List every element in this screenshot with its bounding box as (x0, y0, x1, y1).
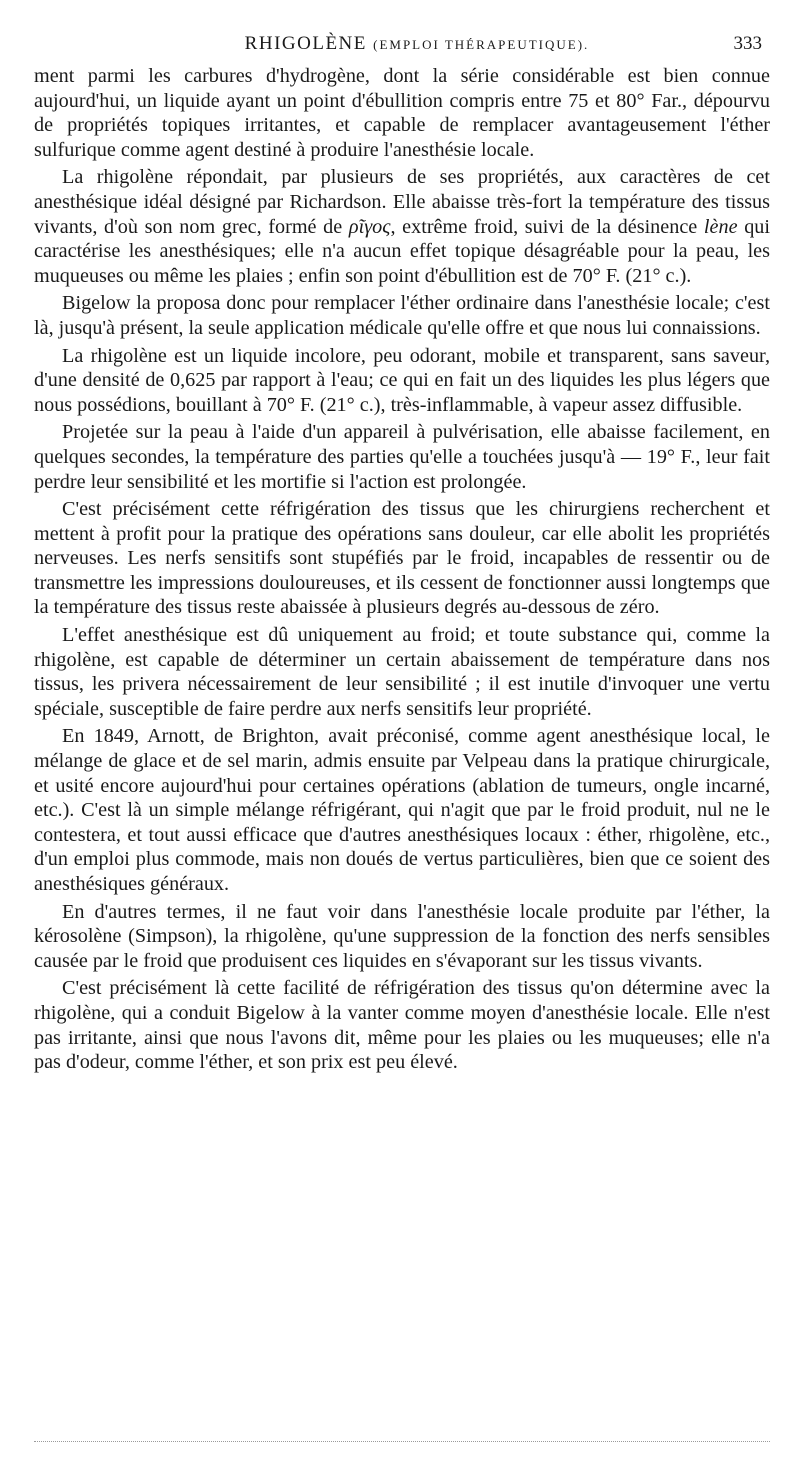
paragraph (34, 64, 770, 162)
paragraph (34, 497, 770, 620)
paragraph-text: qui caractérise les anesthésiques; elle n'a aucun effet topique désagréable pour la peau, les muqueuses ou même les plaies ; enfin son point d'ébullition est de 70° F. (21° c.). (34, 215, 770, 287)
paragraph (34, 623, 770, 721)
italic-term: ρῖγος (348, 215, 391, 238)
header-subtitle: (EMPLOI THÉRAPEUTIQUE). (373, 37, 590, 52)
paragraph-text: Bigelow la proposa donc pour remplacer l'éther ordinaire dans l'anesthésie locale; c'est là, jusqu'à présent, la seule application médicale qu'elle offre et que nous lui connaissions. (34, 292, 770, 339)
paragraph-text: L'effet anesthésique est dû uniquement au froid; et toute substance qui, comme la rhigolène, est capable de déterminer un certain abaissement de température dans nos tissus, les privera nécessairement de leur sensibilité ; il est inutile d'invoquer une vertu spéciale, susceptible de faire perdre aux nerfs sensitifs leur propriété. (34, 624, 770, 720)
italic-term: lène (703, 215, 738, 238)
paragraph (34, 291, 770, 340)
running-title (34, 30, 770, 59)
paragraph (34, 165, 770, 288)
paragraph (34, 976, 770, 1074)
paragraph-text: En 1849, Arnott, de Brighton, avait préconisé, comme agent anesthésique local, le mélange de glace et de sel marin, admis ensuite par Velpeau dans la pratique chirurgicale, et usité encore aujourd'hui pour certaines opérations (ablation de tumeurs, ongle incarné, etc.). C'est là un simple mélange réfrigérant, qui n'agit que par le froid produit, nul ne le contestera, et tout aussi efficace que d'autres anesthésiques locaux : éther, rhigolène, etc., d'un emploi plus commode, mais non doués de vertus particulières, bien que ce soient des anesthésiques généraux. (34, 725, 770, 895)
paragraph (34, 420, 770, 494)
footer-dotted-rule (34, 1441, 770, 1442)
paragraph-text: La rhigolène est un liquide incolore, peu odorant, mobile et transparent, sans saveur, d'une densité de 0,625 par rapport à l'eau; ce qui en fait un des liquides les plus légers que nous possédions, bouillant à 70° F. (21° c.), très-inflammable, à vapeur assez diffusible. (34, 344, 770, 416)
header-title: RHIGOLÈNE (244, 33, 367, 54)
paragraph (34, 900, 770, 974)
running-header (34, 30, 770, 58)
paragraph-text: En d'autres termes, il ne faut voir dans l'anesthésie locale produite par l'éther, la kérosolène (Simpson), la rhigolène, qu'une suppression de la fonction des nerfs sensibles causée par le froid que produisent ces liquides en s'évaporant sur les tissus vivants. (34, 900, 770, 972)
body-text (34, 64, 770, 1078)
paragraph-text: C'est précisément cette réfrigération des tissus que les chirurgiens recherchent et mettent à profit pour la pratique des opérations sans douleur, car elle abolit les propriétés nerveuses. Les nerfs sensitifs sont stupéfiés par le froid, incapables de ressentir ou de transmettre les impressions douloureuses, et ils cessent de fonctionner aussi longtemps que la température des tissus reste abaissée à plusieurs degrés au-dessous de zéro. (34, 498, 770, 619)
paragraph-text: , extrême froid, suivi de la désinence (390, 215, 704, 238)
paragraph (34, 344, 770, 418)
page-number: 333 (733, 33, 762, 54)
paragraph-text: La rhigolène répondait, par plusieurs de ses propriétés, aux caractères de cet anesthésique idéal désigné par Richardson. Elle abaisse très-fort la température des tissus vivants, d'où son nom grec, formé de (34, 166, 770, 238)
paragraph-text: C'est précisément là cette facilité de réfrigération des tissus qu'on détermine avec la rhigolène, qui a conduit Bigelow à la vanter comme moyen d'anesthésie locale. Elle n'est pas irritante, ainsi que nous l'avons dit, même pour les plaies ou les muqueuses; elle n'a pas d'odeur, comme l'éther, et son prix est peu élevé. (34, 977, 770, 1074)
paragraph (34, 724, 770, 896)
paragraph-text: Projetée sur la peau à l'aide d'un appareil à pulvérisation, elle abaisse facilement, en quelques secondes, la température des parties qu'elle a touchées jusqu'à — 19° F., leur fait perdre leur sensibilité et les mortifie si l'action est prolongée. (34, 421, 770, 493)
paragraph-text: ment parmi les carbures d'hydrogène, dont la série considérable est bien connue aujourd'hui, un liquide ayant un point d'ébullition compris entre 75 et 80° Far., dépourvu de propriétés topiques irritantes, et capable de remplacer avantageusement l'éther sulfurique comme agent destiné à produire l'anesthésie locale. (34, 65, 770, 161)
